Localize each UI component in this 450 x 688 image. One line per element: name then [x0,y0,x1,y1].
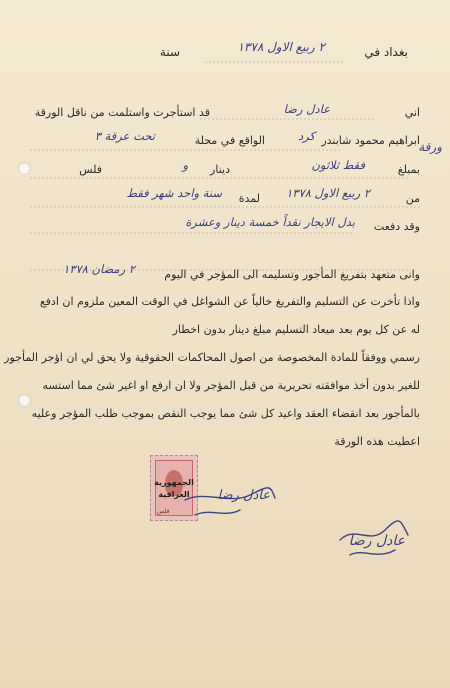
line4-print: من [405,192,420,205]
line4-print-b: لمدة [238,192,260,205]
line2-print-b: الواقع في محلة [194,134,265,147]
line1-hand: عادل رضا [283,102,330,116]
line3-print: بمبلغ [397,163,420,176]
clause-line-2: واذا تأخرت عن التسليم والتفريغ خالياً عن الشواغل في الوقت المعين ملزوم ان ادفع [39,295,420,308]
clause-date-hand: ٢ رمضان ١٣٧٨ [63,262,135,276]
clause-line-1: وانى متعهد بتفريغ المأجور وتسليمه الى المؤجر في اليوم [164,268,420,281]
stamp-value: فلس [157,508,170,515]
clause-line-4: رسمي ووفقاً للمادة المخصوصة من اصول المحاكمات الحقوقية ولا يحق لي ان اؤجر المأجور [4,351,420,364]
clause-line-6: بالمأجور بعد انقضاء العقد واعيد كل شئ مما يوجب النقص بموجب طلب المؤجر وعليه [31,407,420,420]
line4-hand-b: سنة واحد شهر فقط [126,186,222,200]
stamp-overprint-2: العراقية [158,490,190,499]
signature-2: عادل رضا [348,533,405,549]
stamp-overprint-1: الجمهورية [154,478,194,487]
line5-print: وقد دفعت [373,220,420,233]
line3-hand: فقط ثلاثون [311,158,365,172]
line2-hand-b: تحت عرقة ٣ [94,129,155,143]
margin-note: ورقة [418,140,442,154]
signature-1: عادل رضا [217,488,270,503]
date-handwritten: ٢ ربيع الاول ١٣٧٨ [237,40,325,54]
line3-print-b: دينار [210,163,230,176]
line5-hand: بدل الايجار نقداً خمسة دينار وعشرة [185,215,355,229]
clause-line-7: اعطيت هذه الورقة [334,435,420,448]
year-label: سنة [159,45,180,59]
line3-print-c: فلس [79,163,102,176]
line1-print-b: قد استأجرت واستلمت من ناقل الورقة [34,106,210,119]
line2-print: ابراهيم محمود شابندر [321,134,420,147]
line1-print: اني [404,106,420,119]
clause-line-5: للغير بدون أخذ موافقته تحريرية من قبل المؤجر ولا ان ارفع او اغير شئ مما استسه [42,379,420,392]
line3-hand-b: و [182,158,188,172]
clause-line-3: له عن كل يوم بعد ميعاد التسليم مبلغ دينار بدون اخطار [172,323,420,336]
line2-hand: كرد [298,129,315,143]
line4-hand: ٢ ربيع الاول ١٣٧٨ [286,186,370,200]
place-label: بغداد في [364,45,408,59]
